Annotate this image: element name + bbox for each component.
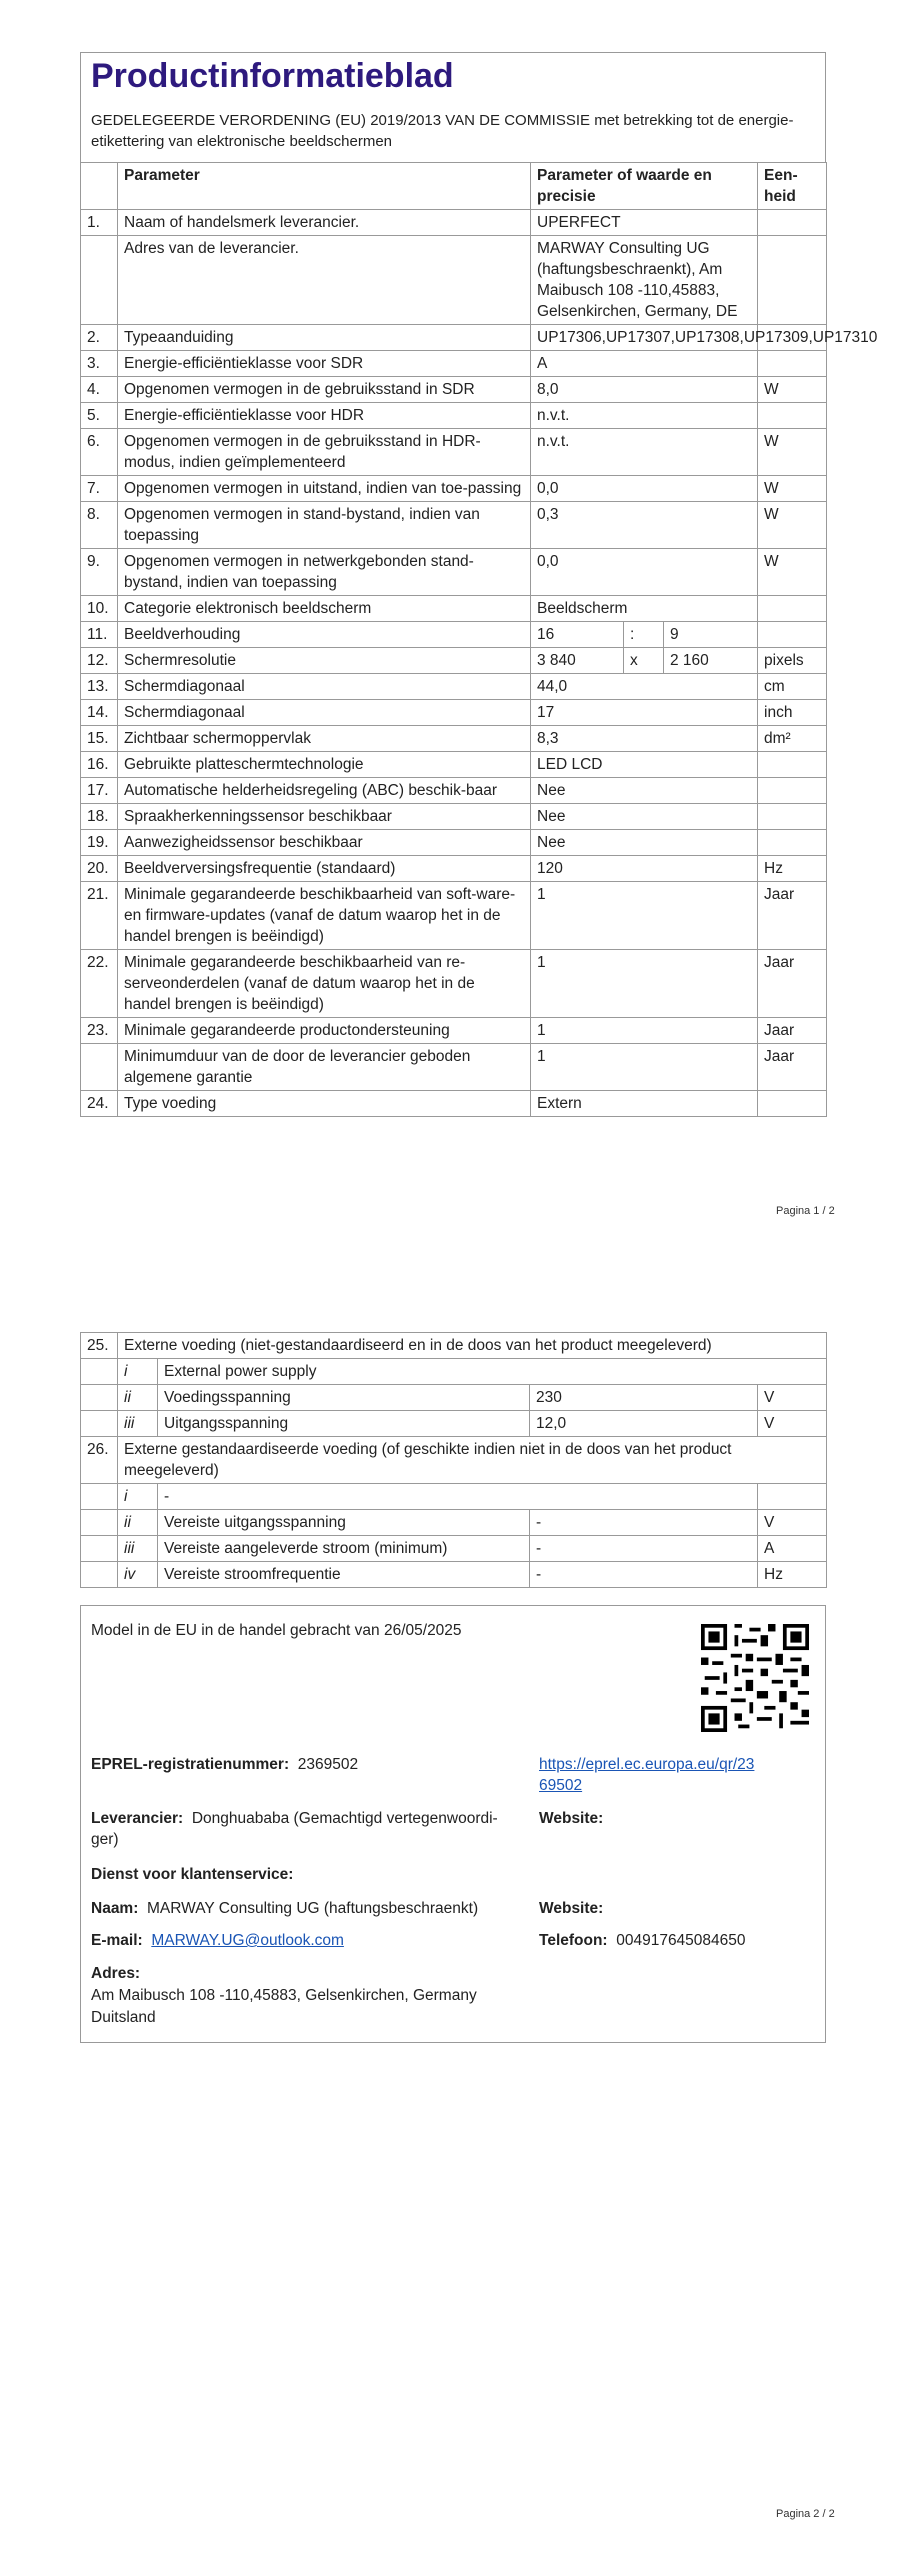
row-value-second: 9 [664, 622, 758, 648]
table-row [81, 674, 827, 700]
row-number: 26. [81, 1437, 118, 1484]
page-number: Pagina 2 / 2 [776, 2508, 835, 2520]
row-unit: W [758, 429, 827, 476]
website-label-2: Website: [539, 1900, 604, 1917]
row-number [81, 1562, 118, 1588]
table-row [81, 778, 827, 804]
row-label: Minimale gegarandeerde productondersteuning [118, 1018, 531, 1044]
row-value: Beeldscherm [531, 596, 758, 622]
spec-table [80, 162, 878, 1117]
row-number: 17. [81, 778, 118, 804]
row-value: 12,0 [530, 1411, 758, 1437]
market-date: Model in de EU in de handel gebracht van 26/05/2025 [91, 1622, 462, 1639]
row-unit: W [758, 549, 827, 596]
row-number: 4. [81, 377, 118, 403]
row-unit [758, 622, 827, 648]
row-value: - [530, 1562, 758, 1588]
supplier-line [91, 1808, 531, 1850]
eprel-link[interactable] [539, 1756, 754, 1794]
table-header-row [81, 163, 827, 210]
row-unit: Hz [758, 1562, 827, 1588]
table-row [81, 1484, 827, 1510]
table-row [81, 236, 827, 325]
row-label: Naam of handelsmerk leverancier. [118, 210, 531, 236]
row-value: n.v.t. [531, 429, 758, 476]
row-unit: W [758, 377, 827, 403]
table-row [81, 549, 827, 596]
row-label: Energie-efficiëntieklasse voor HDR [118, 403, 531, 429]
row-value: Extern [531, 1091, 758, 1117]
row-value-first: 3 840 [531, 648, 624, 674]
table-row [81, 830, 827, 856]
row-value: Nee [531, 830, 758, 856]
row-number: 24. [81, 1091, 118, 1117]
row-number [81, 1044, 118, 1091]
row-unit [758, 830, 827, 856]
row-number: 8. [81, 502, 118, 549]
row-label: Opgenomen vermogen in netwerkgebonden stand-bystand, indien van toepassing [118, 549, 531, 596]
email-link[interactable]: MARWAY.UG@outlook.com [151, 1932, 344, 1949]
row-value: Nee [531, 804, 758, 830]
supplier-name-cont: ger) [91, 1831, 119, 1848]
power-section-title: Externe voeding (niet-gestandaardiseerd en in de doos van het product meegeleverd) [118, 1333, 827, 1359]
row-unit [758, 752, 827, 778]
row-number [81, 1385, 118, 1411]
row-value: LED LCD [531, 752, 758, 778]
row-number: 7. [81, 476, 118, 502]
table-row [81, 950, 827, 1018]
row-number: 23. [81, 1018, 118, 1044]
header-parameter: Parameter [118, 163, 531, 210]
table-row [81, 648, 827, 674]
supplier-name: Donghuababa (Gemachtigd vertegenwoordi- [191, 1810, 498, 1827]
row-unit: V [758, 1411, 827, 1437]
row-label: Vereiste uitgangsspanning [158, 1510, 530, 1536]
row-number: 19. [81, 830, 118, 856]
row-value: MARWAY Consulting UG (haftungsbeschraenkt), Am Maibusch 108 -110,45883, Gelsenkirchen, Germany, DE [531, 236, 758, 325]
row-unit [758, 804, 827, 830]
document-header [80, 52, 826, 162]
row-unit [758, 210, 827, 236]
row-value: 1 [531, 1044, 758, 1091]
row-number: 20. [81, 856, 118, 882]
table-row [81, 502, 827, 549]
row-value: 0,3 [531, 502, 758, 549]
phone-value: 004917645084650 [616, 1932, 746, 1949]
row-value: 1 [531, 882, 758, 950]
row-label: Spraakherkenningssensor beschikbaar [118, 804, 531, 830]
row-number: 5. [81, 403, 118, 429]
page-title: Productinformatieblad [91, 57, 454, 95]
row-label: Opgenomen vermogen in de gebruiksstand in SDR [118, 377, 531, 403]
row-number [81, 1484, 118, 1510]
row-unit: dm² [758, 726, 827, 752]
table-row [81, 1536, 827, 1562]
row-value: 17 [531, 700, 758, 726]
row-unit: Jaar [758, 1018, 827, 1044]
row-number [81, 1359, 118, 1385]
row-value-separator: x [624, 648, 664, 674]
row-value: 0,0 [531, 549, 758, 596]
table-row [81, 1562, 827, 1588]
table-row [81, 856, 827, 882]
table-row [81, 1411, 827, 1437]
row-number: 13. [81, 674, 118, 700]
row-label: Minimale gegarandeerde beschikbaarheid van soft-ware- en firmware-updates (vanaf de datum waarop het in de handel brengen is beëindigd) [118, 882, 531, 950]
name-label: Naam: [91, 1900, 139, 1917]
address-label: Adres: [91, 1965, 141, 1982]
row-unit: V [758, 1385, 827, 1411]
table-row [81, 1091, 827, 1117]
row-number [81, 236, 118, 325]
row-value: 1 [531, 1018, 758, 1044]
row-value: 8,0 [531, 377, 758, 403]
header-unit: Een-heid [758, 163, 827, 210]
row-label: Minimumduur van de door de leverancier geboden algemene garantie [118, 1044, 531, 1091]
sub-index: iii [118, 1411, 158, 1437]
page-number: Pagina 1 / 2 [776, 1205, 835, 1217]
table-row [81, 1437, 827, 1484]
row-unit: Jaar [758, 882, 827, 950]
table-row [81, 325, 827, 351]
table-row [81, 752, 827, 778]
row-label: Schermresolutie [118, 648, 531, 674]
phone-line [539, 1930, 746, 1951]
eprel-link-block [539, 1754, 754, 1796]
row-label: Energie-efficiëntieklasse voor SDR [118, 351, 531, 377]
table-row [81, 700, 827, 726]
eprel-number: 2369502 [297, 1756, 359, 1773]
page-1 [0, 0, 906, 1265]
row-value: 8,3 [531, 726, 758, 752]
row-label: Categorie elektronisch beeldscherm [118, 596, 531, 622]
row-label: Vereiste aangeleverde stroom (minimum) [158, 1536, 530, 1562]
sub-index: ii [118, 1385, 158, 1411]
row-number: 6. [81, 429, 118, 476]
row-number: 9. [81, 549, 118, 596]
table-row [81, 403, 827, 429]
row-number [81, 1411, 118, 1437]
row-unit [758, 1484, 827, 1510]
table-row [81, 476, 827, 502]
row-value: 1 [531, 950, 758, 1018]
table-row [81, 1044, 827, 1091]
row-number: 10. [81, 596, 118, 622]
row-number: 12. [81, 648, 118, 674]
row-label: Automatische helderheidsregeling (ABC) beschik-baar [118, 778, 531, 804]
eprel-line [91, 1754, 358, 1775]
email-line [91, 1930, 344, 1951]
row-unit [758, 778, 827, 804]
row-number [81, 1536, 118, 1562]
table-row [81, 1018, 827, 1044]
row-value: 44,0 [531, 674, 758, 700]
row-unit [758, 596, 827, 622]
row-label: Aanwezigheidssensor beschikbaar [118, 830, 531, 856]
row-unit: A [758, 1536, 827, 1562]
row-number: 18. [81, 804, 118, 830]
supplier-info-box [80, 1605, 826, 2043]
row-unit [758, 236, 827, 325]
table-row [81, 622, 827, 648]
customer-service-label: Dienst voor klantenservice: [91, 1866, 294, 1883]
table-row [81, 429, 827, 476]
row-unit: Hz [758, 856, 827, 882]
power-supply-table [80, 1332, 827, 1588]
row-value: Nee [531, 778, 758, 804]
sub-index: i [118, 1484, 158, 1510]
row-label: Beeldverversingsfrequentie (standaard) [118, 856, 531, 882]
row-value: - [530, 1536, 758, 1562]
row-label: Gebruikte platteschermtechnologie [118, 752, 531, 778]
row-number: 21. [81, 882, 118, 950]
row-value: 230 [530, 1385, 758, 1411]
table-row [81, 804, 827, 830]
row-number: 2. [81, 325, 118, 351]
row-label: - [158, 1484, 758, 1510]
row-unit: cm [758, 674, 827, 700]
row-number: 16. [81, 752, 118, 778]
regulation-subtitle: GEDELEGEERDE VERORDENING (EU) 2019/2013 VAN DE COMMISSIE met betrekking tot de energie-etikettering van elektronische beeldschermen [91, 112, 794, 150]
row-label: Vereiste stroomfrequentie [158, 1562, 530, 1588]
name-value: MARWAY Consulting UG (haftungsbeschraenkt) [147, 1900, 479, 1917]
row-value: - [530, 1510, 758, 1536]
row-number: 15. [81, 726, 118, 752]
row-number: 25. [81, 1333, 118, 1359]
row-value: 0,0 [531, 476, 758, 502]
table-row [81, 210, 827, 236]
supplier-label: Leverancier: [91, 1810, 184, 1827]
row-value: n.v.t. [531, 403, 758, 429]
qr-code-icon[interactable] [701, 1624, 809, 1732]
row-unit: pixels [758, 648, 827, 674]
row-label: External power supply [158, 1359, 827, 1385]
table-row [81, 1359, 827, 1385]
row-value-second: 2 160 [664, 648, 758, 674]
eprel-link-line1: https://eprel.ec.europa.eu/qr/23 [539, 1756, 755, 1773]
row-number: 22. [81, 950, 118, 1018]
table-row [81, 726, 827, 752]
row-number: 3. [81, 351, 118, 377]
row-unit [758, 351, 827, 377]
sub-index: iv [118, 1562, 158, 1588]
row-number [81, 1510, 118, 1536]
page-2 [0, 1265, 906, 2560]
row-unit: V [758, 1510, 827, 1536]
table-row [81, 351, 827, 377]
row-unit: W [758, 476, 827, 502]
row-number: 11. [81, 622, 118, 648]
name-line [91, 1898, 478, 1919]
row-unit [758, 1091, 827, 1117]
sub-index: iii [118, 1536, 158, 1562]
row-number: 1. [81, 210, 118, 236]
row-label: Schermdiagonaal [118, 700, 531, 726]
row-value: UP17306,UP17307,UP17308,UP17309,UP17310 [531, 325, 758, 351]
row-value: A [531, 351, 758, 377]
row-unit [758, 403, 827, 429]
table-row [81, 882, 827, 950]
address-line-1: Am Maibusch 108 -110,45883, Gelsenkirchen, Germany [91, 1987, 477, 2004]
row-label: Adres van de leverancier. [118, 236, 531, 325]
row-label: Opgenomen vermogen in de gebruiksstand in HDR-modus, indien geïmplementeerd [118, 429, 531, 476]
eprel-label: EPREL-registratienummer: [91, 1756, 290, 1773]
website-label: Website: [539, 1810, 604, 1827]
phone-label: Telefoon: [539, 1932, 608, 1949]
row-label: Typeaanduiding [118, 325, 531, 351]
row-unit: Jaar [758, 950, 827, 1018]
row-label: Zichtbaar schermoppervlak [118, 726, 531, 752]
table-row [81, 1385, 827, 1411]
sub-index: ii [118, 1510, 158, 1536]
row-label: Minimale gegarandeerde beschikbaarheid van re-serveonderdelen (vanaf de datum waarop het in de handel brengen is beëindigd) [118, 950, 531, 1018]
row-label: Opgenomen vermogen in stand-bystand, indien van toepassing [118, 502, 531, 549]
table-row [81, 596, 827, 622]
row-label: Voedingsspanning [158, 1385, 530, 1411]
row-value: 120 [531, 856, 758, 882]
row-value-separator: : [624, 622, 664, 648]
header-value: Parameter of waarde en precisie [531, 163, 758, 210]
row-label: Beeldverhouding [118, 622, 531, 648]
row-label: Uitgangsspanning [158, 1411, 530, 1437]
row-value: UPERFECT [531, 210, 758, 236]
row-unit: inch [758, 700, 827, 726]
row-label: Type voeding [118, 1091, 531, 1117]
table-row [81, 1510, 827, 1536]
row-unit: W [758, 502, 827, 549]
address-line-2: Duitsland [91, 2009, 156, 2026]
email-label: E-mail: [91, 1932, 143, 1949]
header-num [81, 163, 118, 210]
row-label: Schermdiagonaal [118, 674, 531, 700]
row-label: Opgenomen vermogen in uitstand, indien van toe-passing [118, 476, 531, 502]
sub-index: i [118, 1359, 158, 1385]
row-number: 14. [81, 700, 118, 726]
power-section-title: Externe gestandaardiseerde voeding (of geschikte indien niet in de doos van het product meegeleverd) [118, 1437, 827, 1484]
row-value-first: 16 [531, 622, 624, 648]
row-unit: Jaar [758, 1044, 827, 1091]
eprel-link-line2: 69502 [539, 1777, 583, 1794]
table-row [81, 1333, 827, 1359]
table-row [81, 377, 827, 403]
spec-table-body [81, 210, 878, 1117]
